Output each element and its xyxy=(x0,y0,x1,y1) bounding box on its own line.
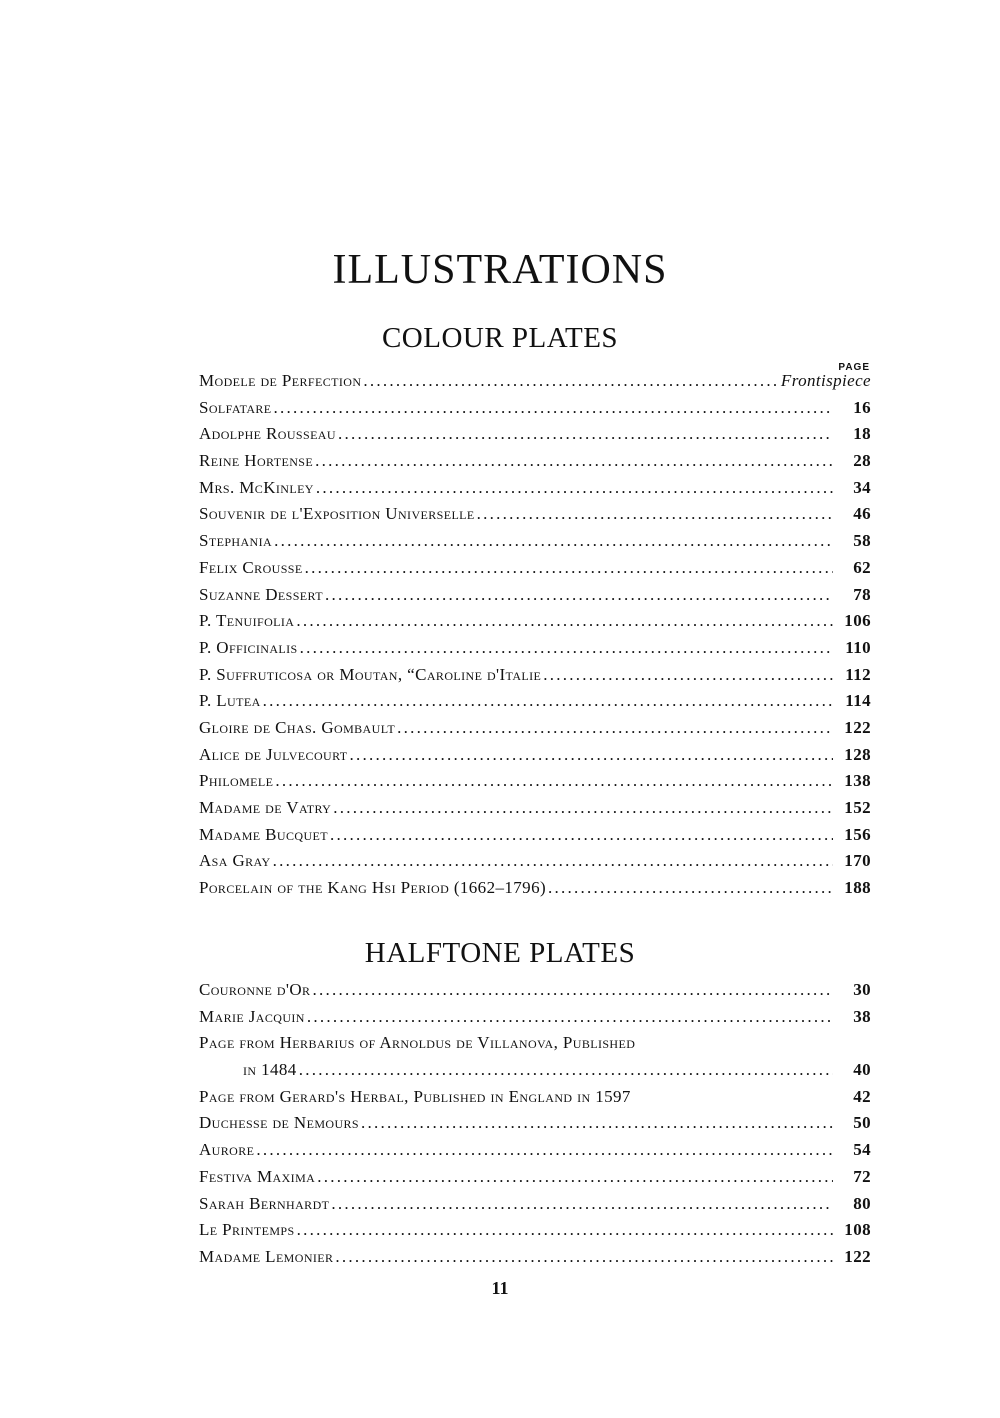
page-column-label: PAGE xyxy=(838,362,870,373)
page-title: ILLUSTRATIONS xyxy=(332,247,668,293)
list-item: Le Printemps . . . 108 xyxy=(199,1220,871,1247)
list-item: Asa Gray . . . 170 xyxy=(199,851,871,878)
list-item: Philomele . . . 138 xyxy=(199,771,871,798)
halftone-plates-list xyxy=(199,980,871,1274)
list-item: Madame Lemonier . . . 122 xyxy=(199,1247,871,1274)
list-item: Stephania . . . 58 xyxy=(199,531,871,558)
list-item: Sarah Bernhardt . . . 80 xyxy=(199,1194,871,1221)
list-item: Page from Herbarius of Arnoldus de Villanova, Published xyxy=(199,1033,636,1053)
halftone-plates-heading: HALFTONE PLATES xyxy=(364,937,636,969)
list-item: Couronne d'Or . . . 30 xyxy=(199,980,871,1007)
list-item: Marie Jacquin . . . 38 xyxy=(199,1007,871,1034)
list-item: Festiva Maxima . . . 72 xyxy=(199,1167,871,1194)
list-item: Porcelain of the Kang Hsi Period (1662–1796) . . . 188 xyxy=(199,878,871,905)
colour-plates-list xyxy=(199,371,871,905)
list-item-continuation: in 1484 . . . 40 xyxy=(199,1060,871,1087)
page-number: 11 xyxy=(491,1278,509,1298)
list-item: Madame Bucquet . . . 156 xyxy=(199,825,871,852)
list-item: P. Tenuifolia . . . 106 xyxy=(199,611,871,638)
list-item: P. Lutea . . . 114 xyxy=(199,691,871,718)
colour-plates-heading: COLOUR PLATES xyxy=(381,322,619,354)
list-item: Mrs. McKinley . . . 34 xyxy=(199,478,871,505)
list-item: Reine Hortense . . . 28 xyxy=(199,451,871,478)
list-item: Adolphe Rousseau . . . 18 xyxy=(199,424,871,451)
list-item: Aurore . . . 54 xyxy=(199,1140,871,1167)
list-item: Modele de Perfection . . . Frontispiece xyxy=(199,371,871,398)
list-item: Madame de Vatry . . . 152 xyxy=(199,798,871,825)
list-item: Gloire de Chas. Gombault . . . 122 xyxy=(199,718,871,745)
list-item: Page from Gerard's Herbal, Published in England in 1597 42 xyxy=(199,1086,871,1106)
list-item: Alice de Julvecourt . . . 128 xyxy=(199,745,871,772)
list-item: Solfatare . . . 16 xyxy=(199,398,871,425)
list-item: Suzanne Dessert . . . 78 xyxy=(199,585,871,612)
list-item: Souvenir de l'Exposition Universelle . . . 46 xyxy=(199,504,871,531)
list-item: P. Officinalis . . . 110 xyxy=(199,638,871,665)
list-item: Felix Crousse . . . 62 xyxy=(199,558,871,585)
list-item: Duchesse de Nemours . . . 50 xyxy=(199,1113,871,1140)
list-item: P. Suffruticosa or Moutan, “Caroline d'Italie . . . 112 xyxy=(199,665,871,692)
